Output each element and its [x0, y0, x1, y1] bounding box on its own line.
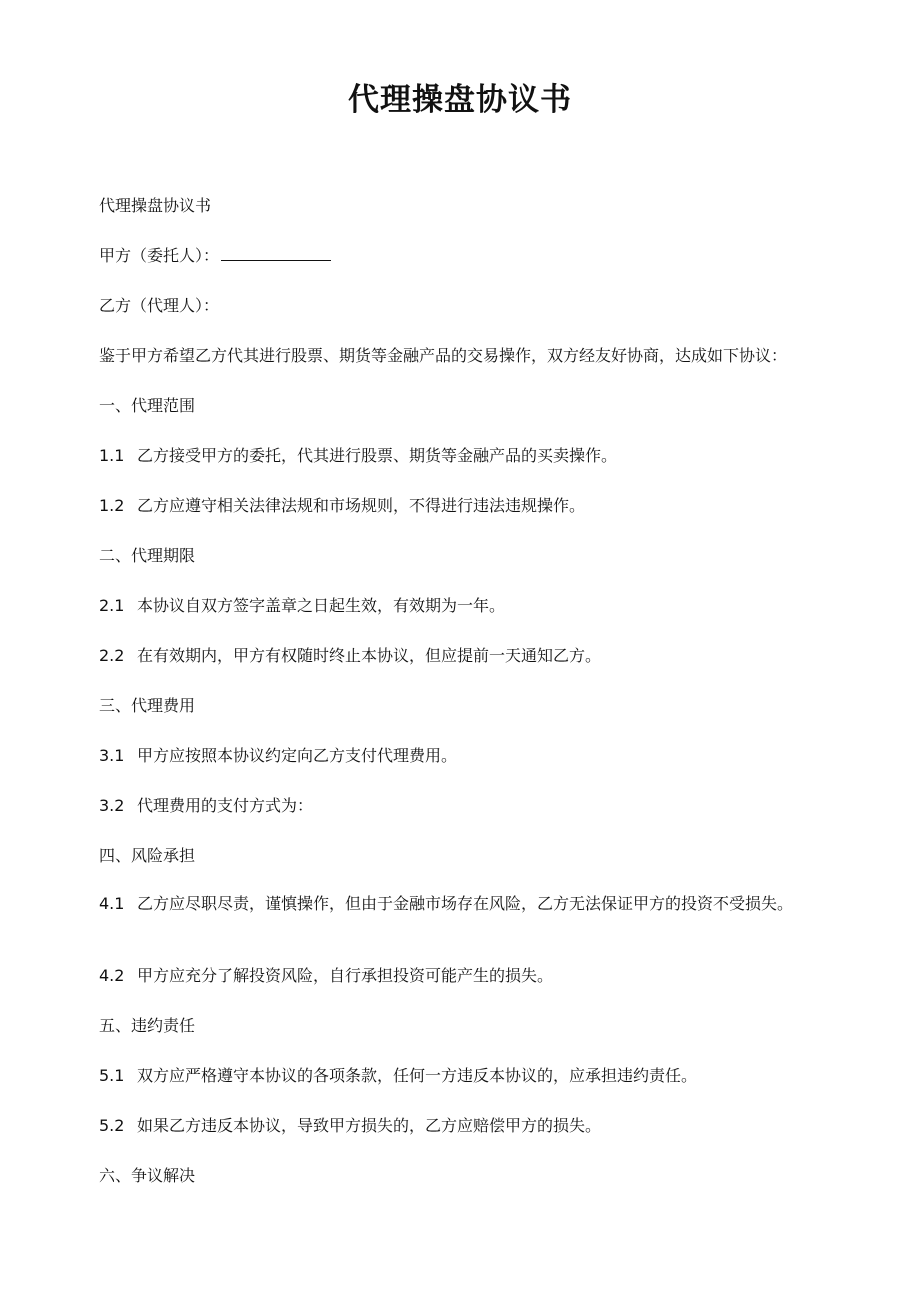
document-subtitle: 代理操盘协议书 [99, 196, 212, 215]
clause-number: 2.1 [99, 596, 125, 615]
party-b-label: 乙方（代理人）： [99, 296, 220, 315]
clause [99, 1065, 824, 1087]
party-a-label: 甲方（委托人）： [99, 246, 220, 265]
clause-text: 乙方应遵守相关法律法规和市场规则，不得进行违法违规操作。 [137, 496, 586, 515]
preamble: 鉴于甲方希望乙方代其进行股票、期货等金融产品的交易操作，双方经友好协商，达成如下协议： [99, 346, 788, 365]
clause-number: 3.1 [99, 746, 125, 765]
clause [99, 1115, 824, 1137]
clause-text: 乙方接受甲方的委托，代其进行股票、期货等金融产品的买卖操作。 [137, 446, 618, 465]
clause-text: 本协议自双方签字盖章之日起生效，有效期为一年。 [137, 596, 506, 615]
clause-number: 2.2 [99, 646, 125, 665]
clause [99, 965, 824, 987]
clause [99, 795, 824, 817]
document-title: 代理操盘协议书 [348, 82, 572, 118]
clause-text: 双方应严格遵守本协议的各项条款，任何一方违反本协议的，应承担违约责任。 [137, 1066, 698, 1085]
clause-number: 4.1 [99, 894, 125, 913]
clause-number: 4.2 [99, 966, 125, 985]
clause-text: 甲方应按照本协议约定向乙方支付代理费用。 [137, 746, 458, 765]
clause [99, 745, 824, 767]
clause [99, 495, 824, 517]
party-a-line [99, 245, 824, 267]
section-heading: 六、争议解决 [99, 1166, 196, 1185]
clause [99, 645, 824, 667]
clause-text: 甲方应充分了解投资风险，自行承担投资可能产生的损失。 [137, 966, 554, 985]
clause [99, 893, 814, 915]
clause-number: 1.1 [99, 446, 125, 465]
party-a-blank [221, 246, 331, 261]
clause [99, 595, 824, 617]
clause-text: 在有效期内，甲方有权随时终止本协议，但应提前一天通知乙方。 [137, 646, 602, 665]
section-heading: 二、代理期限 [99, 546, 196, 565]
section-heading: 五、违约责任 [99, 1016, 196, 1035]
clause-text: 乙方应尽职尽责，谨慎操作，但由于金融市场存在风险，乙方无法保证甲方的投资不受损失。 [137, 894, 794, 913]
clause-number: 5.2 [99, 1116, 125, 1135]
clause-text: 代理费用的支付方式为： [137, 796, 314, 815]
clause-number: 3.2 [99, 796, 125, 815]
section-heading: 四、风险承担 [99, 846, 196, 865]
section-heading: 三、代理费用 [99, 696, 196, 715]
clause-text: 如果乙方违反本协议，导致甲方损失的，乙方应赔偿甲方的损失。 [137, 1116, 602, 1135]
section-heading: 一、代理范围 [99, 396, 196, 415]
clause [99, 445, 824, 467]
clause-number: 5.1 [99, 1066, 125, 1085]
clause-number: 1.2 [99, 496, 125, 515]
